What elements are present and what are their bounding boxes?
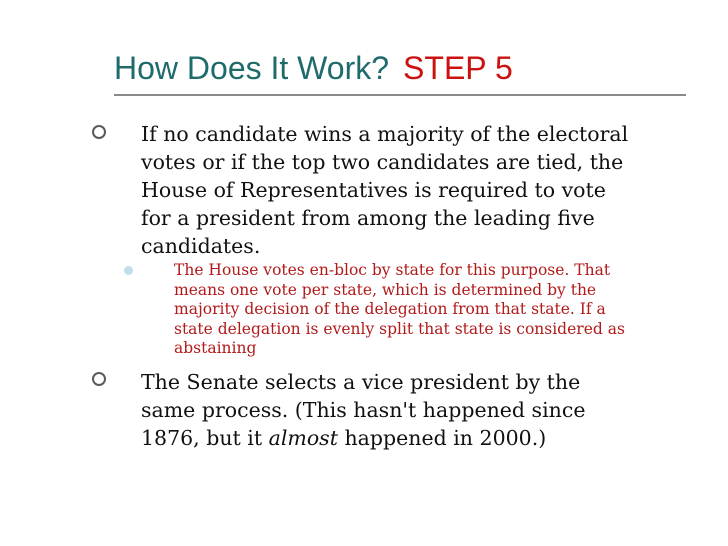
bullet-2-line [141, 424, 585, 452]
bullet-2-line: same process. (This hasn't happened since [141, 398, 586, 422]
bullet-1-line: candidates. [141, 234, 261, 258]
hollow-circle-bullet-icon [92, 125, 106, 139]
bullet-2-text [141, 368, 585, 452]
bullet-1-line: If no candidate wins a majority of the electoral [141, 122, 629, 146]
bullet-2-emphasis: almost [268, 426, 338, 450]
filled-dot-bullet-icon [124, 266, 133, 275]
sub-bullet-line: The House votes en-bloc by state for this purpose. That [174, 261, 611, 279]
sub-bullet-line: state delegation is evenly split that state is considered as [174, 319, 625, 338]
sub-bullet-text [174, 261, 694, 359]
title-divider [114, 94, 686, 96]
sub-bullet-line: means one vote per state, which is determined by the [174, 280, 597, 299]
bullet-2-line: The Senate selects a vice president by the [141, 370, 581, 394]
bullet-1-line: for a president from among the leading five [141, 206, 595, 230]
title-step: STEP 5 [403, 50, 513, 86]
bullet-2-last-before: 1876, but it [141, 426, 263, 450]
hollow-circle-bullet-icon [92, 372, 106, 386]
bullet-1-text [141, 120, 628, 260]
slide-title [114, 44, 513, 92]
bullet-2-last-after: happened in 2000.) [344, 426, 547, 450]
bullet-1-line: House of Representatives is required to vote [141, 178, 606, 202]
bullet-1-line: votes or if the top two candidates are tied, the [141, 150, 624, 174]
title-text: How Does It Work? [114, 50, 390, 86]
sub-bullet-line: abstaining [174, 339, 257, 357]
sub-bullet-line: majority decision of the delegation from that state. If a [174, 300, 606, 318]
